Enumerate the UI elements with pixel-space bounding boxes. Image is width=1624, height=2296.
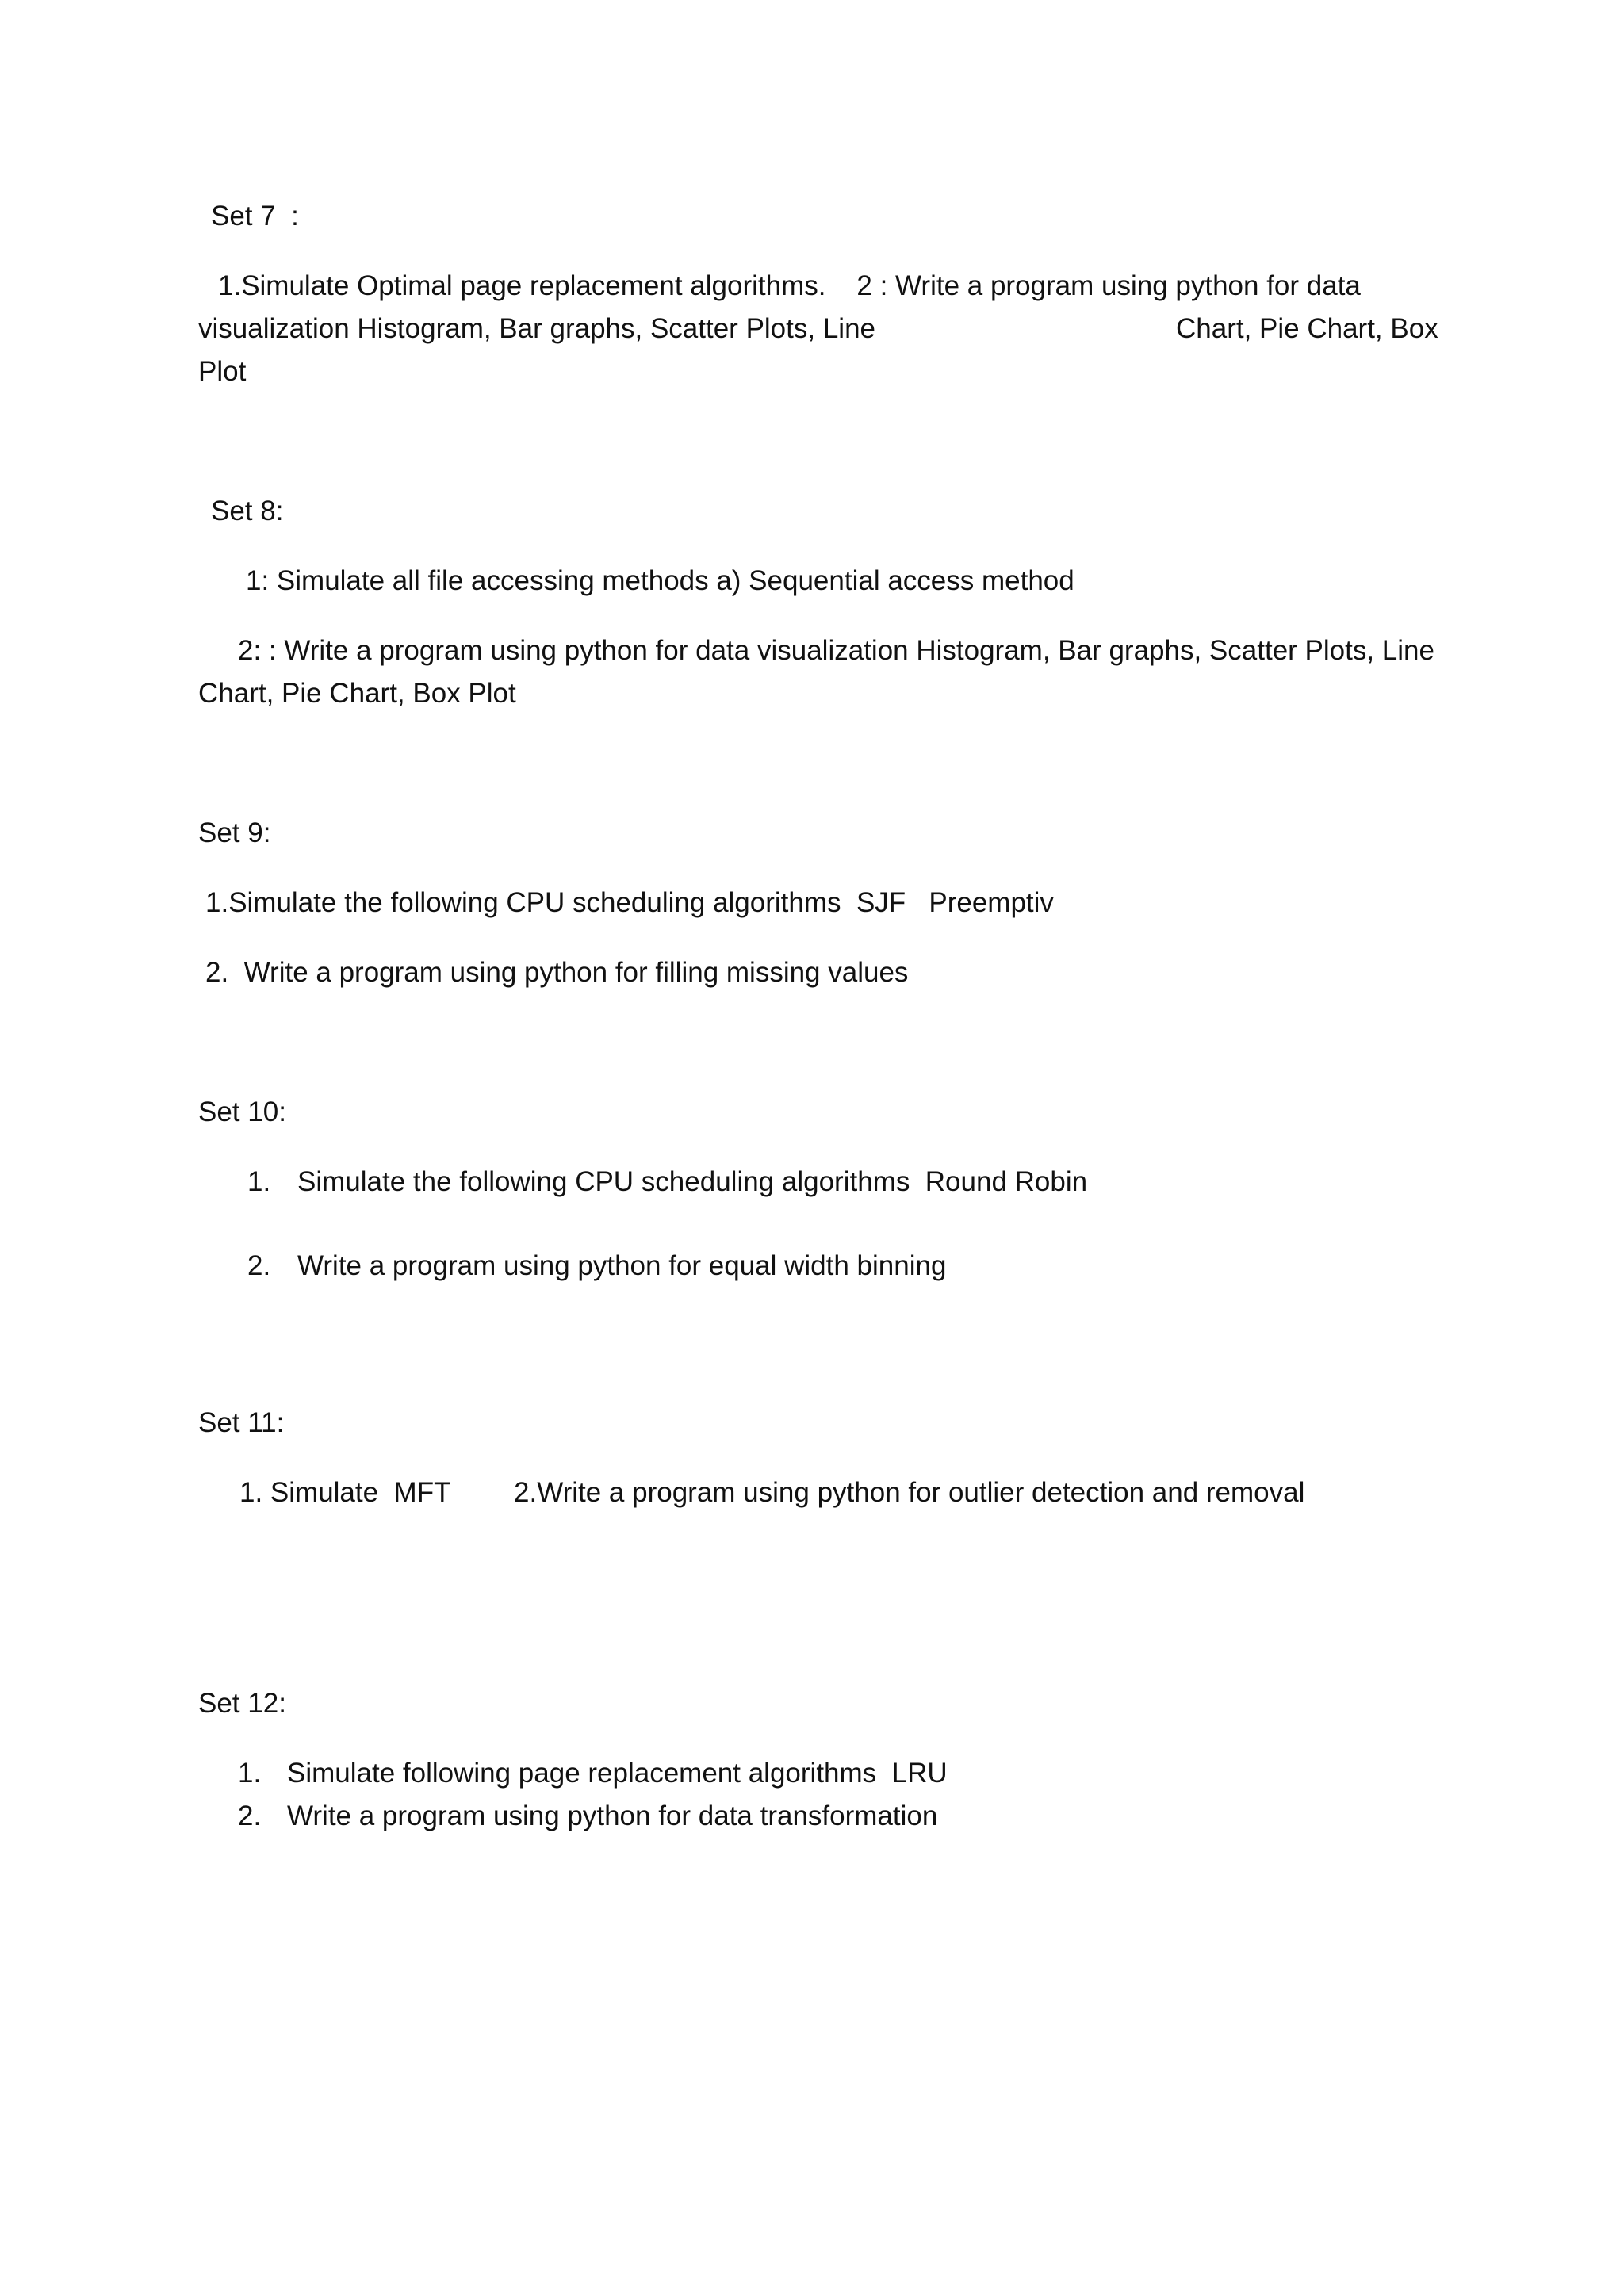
- set-12-item-2-text: Write a program using python for data transformation: [287, 1800, 938, 1831]
- set-10-item-2-text: Write a program using python for equal width binning: [297, 1250, 947, 1281]
- set-7-line-2: visualization Histogram, Bar graphs, Scatter Plots, Line: [198, 313, 875, 344]
- set-11-line-2: 2.Write a program using python for outlier detection and removal: [514, 1477, 1305, 1508]
- set-7-line-2b: Chart, Pie Chart, Box: [1176, 313, 1438, 344]
- set-11-line-1: 1. Simulate MFT: [239, 1477, 451, 1508]
- set-10-item-1-text: Simulate the following CPU scheduling algorithms Round Robin: [297, 1166, 1088, 1197]
- set-7-line-3: Plot: [198, 356, 247, 387]
- set-10-item-1-num: 1.: [247, 1166, 271, 1197]
- set-8-line-3: Chart, Pie Chart, Box Plot: [198, 678, 516, 709]
- set-8-line-2: 2: : Write a program using python for data visualization Histogram, Bar graphs, Scatter Plots, Line: [238, 635, 1434, 666]
- set-12-item-1-text: Simulate following page replacement algorithms LRU: [287, 1758, 948, 1789]
- set-8-line-1: 1: Simulate all file accessing methods a) Sequential access method: [246, 565, 1074, 596]
- set-9-line-2: 2. Write a program using python for filling missing values: [205, 957, 909, 988]
- set-12-item-2-num: 2.: [238, 1800, 262, 1831]
- set-8-heading: Set 8:: [211, 496, 284, 526]
- set-9-line-1: 1.Simulate the following CPU scheduling algorithms SJF Preemptiv: [205, 887, 1054, 918]
- set-7-heading: Set 7 :: [211, 201, 299, 232]
- set-7-line-1: 1.Simulate Optimal page replacement algorithms. 2 : Write a program using python for data: [218, 270, 1361, 301]
- set-12-heading: Set 12:: [198, 1688, 286, 1719]
- set-12-item-1-num: 1.: [238, 1758, 262, 1789]
- set-10-item-2-num: 2.: [247, 1250, 271, 1281]
- set-9-heading: Set 9:: [198, 817, 271, 848]
- set-11-heading: Set 11:: [198, 1407, 285, 1438]
- set-10-heading: Set 10:: [198, 1096, 286, 1127]
